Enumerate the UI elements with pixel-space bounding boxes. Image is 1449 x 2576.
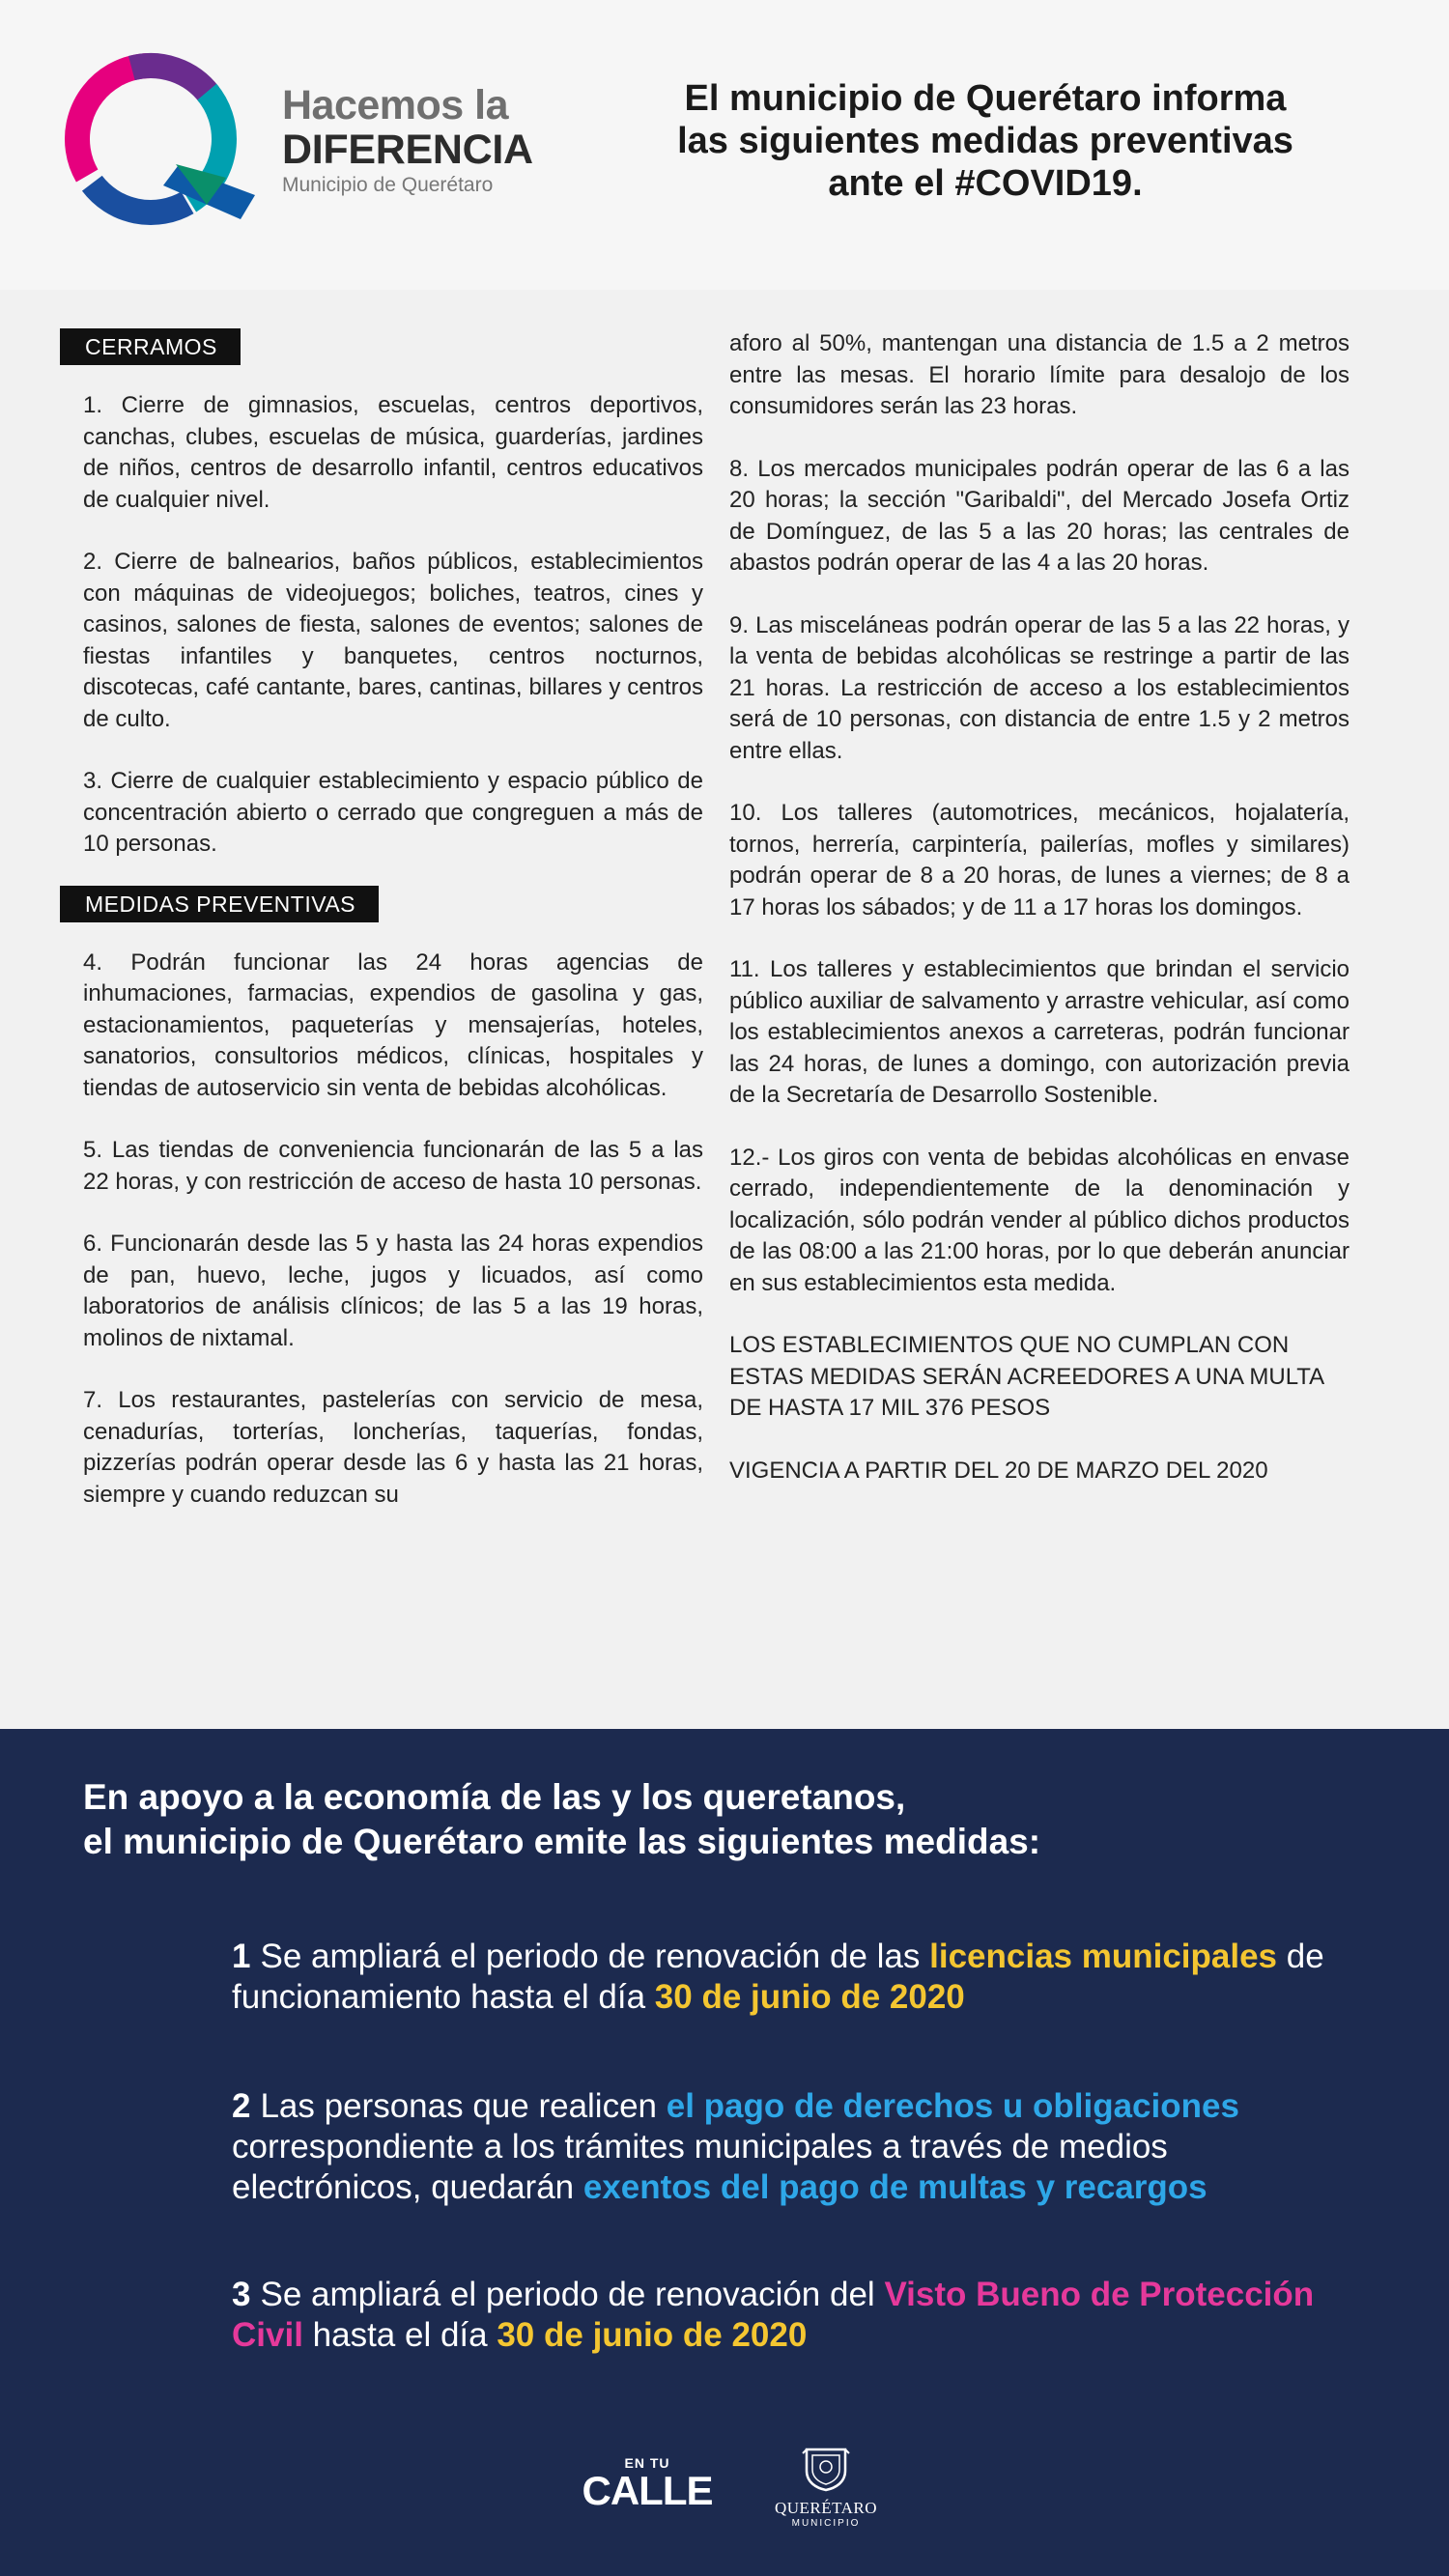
measure-paragraph: 3. Cierre de cualquier establecimiento y espacio público de concentración abierto o cerrado que congreguen a más de 10 personas. [83,768,703,857]
measure-paragraph: 4. Podrán funcionar las 24 horas agencias de inhumaciones, farmacias, expendios de gasolina y gas, estacionamientos, paqueterías y mensajerías, hoteles, sanatorios, consultorios médicos, clínicas, hospitales y tiendas de autoservicio sin venta de bebidas alcohólicas. [83,948,703,1101]
measure-highlight: 30 de junio de 2020 [497,2316,808,2354]
economic-support-banner [0,1729,1449,2576]
headline-line-3: ante el #COVID19. [828,163,1143,204]
headline-line-2: las siguientes medidas preventivas [677,121,1293,161]
measure-number: 2 [232,2087,251,2125]
effective-date: VIGENCIA A PARTIR DEL 20 DE MARZO DEL 2020 [729,1457,1268,1484]
measure-text: Se ampliará el periodo de renovación de las [260,1938,930,1975]
measure-highlight: exentos del pago de multas y recargos [582,2168,1208,2206]
queretaro-municipio-logo [763,2444,889,2529]
measure-highlight: Visto Bueno de Protección Civil [232,2276,1315,2354]
economic-measure-2 [232,2086,1343,2208]
page-headline [618,77,1352,205]
measure-text: hasta el día [302,2316,497,2354]
measure-paragraph: 9. Las misceláneas podrán operar de las 5 a las 22 horas, y la venta de bebidas alcohólicas se restringe a partir de las 21 horas. La restricción de acceso a los establecimientos será de 10 personas, con distancia de entre 1.5 y 2 metros entre ellas. [729,611,1350,764]
coat-of-arms-icon [799,2444,853,2492]
banner-title-line-1: En apoyo a la economía de las y los queretanos, [83,1777,906,1817]
queretaro-name: QUERÉTARO [774,2499,878,2517]
measure-highlight: 30 de junio de 2020 [654,1978,965,2016]
banner-title [83,1775,1387,1864]
banner-title-line-2: el municipio de Querétaro emite las siguientes medidas: [83,1822,1041,1861]
brand-wordmark [282,83,533,197]
section-label-medidas-preventivas: MEDIDAS PREVENTIVAS [60,886,379,922]
measures-body [0,290,1449,1729]
brand-line-2: DIFERENCIA [282,127,533,173]
measure-highlight: el pago de derechos u obligaciones [666,2087,1239,2125]
measure-paragraph: 6. Funcionarán desde las 5 y hasta las 24 horas expendios de pan, huevo, leche, jugos y licuados, así como laboratorios de análisis clínicos; de las 5 a las 19 horas, molinos de nixtamal. [83,1231,703,1351]
en-tu-calle-big: CALLE [582,2468,713,2513]
measure-highlight: licencias municipales [929,1938,1278,1975]
measure-paragraph: 1. Cierre de gimnasios, escuelas, centros deportivos, canchas, clubes, escuelas de música, guarderías, jardines de niños, centros de desarrollo infantil, centros educativos de cualquier nivel. [83,392,703,513]
en-tu-calle-small: EN TU [624,2455,670,2471]
measure-text: correspondiente a los trámites municipales a través de medios electrónicos, quedarán [232,2128,1168,2206]
measure-paragraph: aforo al 50%, mantengan una distancia de 1.5 a 2 metros entre las mesas. El horario límite para desalojo de los consumidores serán las 23 horas. [729,330,1350,419]
right-column [729,328,1350,1486]
brand-line-1: Hacemos la [282,82,509,128]
measure-paragraph: 5. Las tiendas de conveniencia funcionarán de las 5 a las 22 horas, y con restricción de acceso de hasta 10 personas. [83,1137,703,1195]
measure-paragraph: 2. Cierre de balnearios, baños públicos, establecimientos con máquinas de videojuegos; boliches, teatros, cines y casinos, salones de fiesta, salones de eventos; salones de fiestas infantiles y banquetes, centros nocturnos, discotecas, café cantante, bares, cantinas, billares y centros de culto. [83,549,703,732]
economic-measure-1 [232,1937,1343,2018]
measure-text: de funcionamiento hasta el día [232,1938,1324,2016]
hacemos-la-diferencia-logo [62,50,260,229]
measure-paragraph: 12.- Los giros con venta de bebidas alcohólicas en envase cerrado, independientemente de la denominación y localización, sólo podrán vender al público dichos productos de las 08:00 a las 21:00 horas, por lo que deberán anunciar en sus establecimientos esta medida. [729,1144,1350,1296]
measure-paragraph: 7. Los restaurantes, pastelerías con servicio de mesa, cenadurías, torterías, loncherías, taquerías, fondas, pizzerías podrán operar desde las 6 y hasta las 21 horas, siempre y cuando reduzcan su [83,1387,703,1508]
en-tu-calle-logo [580,2455,715,2511]
section-label-cerramos: CERRAMOS [60,328,241,365]
measure-text: Las personas que realicen [260,2087,667,2125]
economic-measure-3 [232,2275,1343,2356]
measure-paragraph: 8. Los mercados municipales podrán operar de las 6 a las 20 horas; la sección "Garibaldi", del Mercado Josefa Ortiz de Domínguez, de las 5 a las 20 horas; las centrales de abastos podrán operar de las 4 a las 20 horas. [729,455,1350,576]
measure-number: 1 [232,1938,251,1975]
queretaro-sub: MUNICIPIO [791,2518,861,2529]
footer-logos [580,2444,889,2540]
measure-paragraph: 10. Los talleres (automotrices, mecánicos, hojalatería, tornos, herrería, carpintería, pailerías, mofles y similares) podrán operar de 8 a 20 horas, de lunes a viernes; de 8 a 17 horas los sábados; y de 11 a 17 horas los domingos. [729,800,1350,920]
measure-text: Se ampliará el periodo de renovación del [260,2276,885,2313]
measure-number: 3 [232,2276,251,2313]
fine-warning: LOS ESTABLECIMIENTOS QUE NO CUMPLAN CON ESTAS MEDIDAS SERÁN ACREEDORES A UNA MULTA DE HASTA 17 MIL 376 PESOS [729,1332,1323,1421]
headline-line-1: El municipio de Querétaro informa [684,78,1287,119]
measure-paragraph: 11. Los talleres y establecimientos que brindan el servicio público auxiliar de salvamento y arrastre vehicular, así como los establecimientos anexos a carreteras, podrán funcionar las 24 horas, de lunes a domingo, con autorización previa de la Secretaría de Desarrollo Sostenible. [729,956,1350,1108]
brand-subtitle: Municipio de Querétaro [282,174,494,196]
left-column [83,328,703,1511]
header [0,0,1449,290]
